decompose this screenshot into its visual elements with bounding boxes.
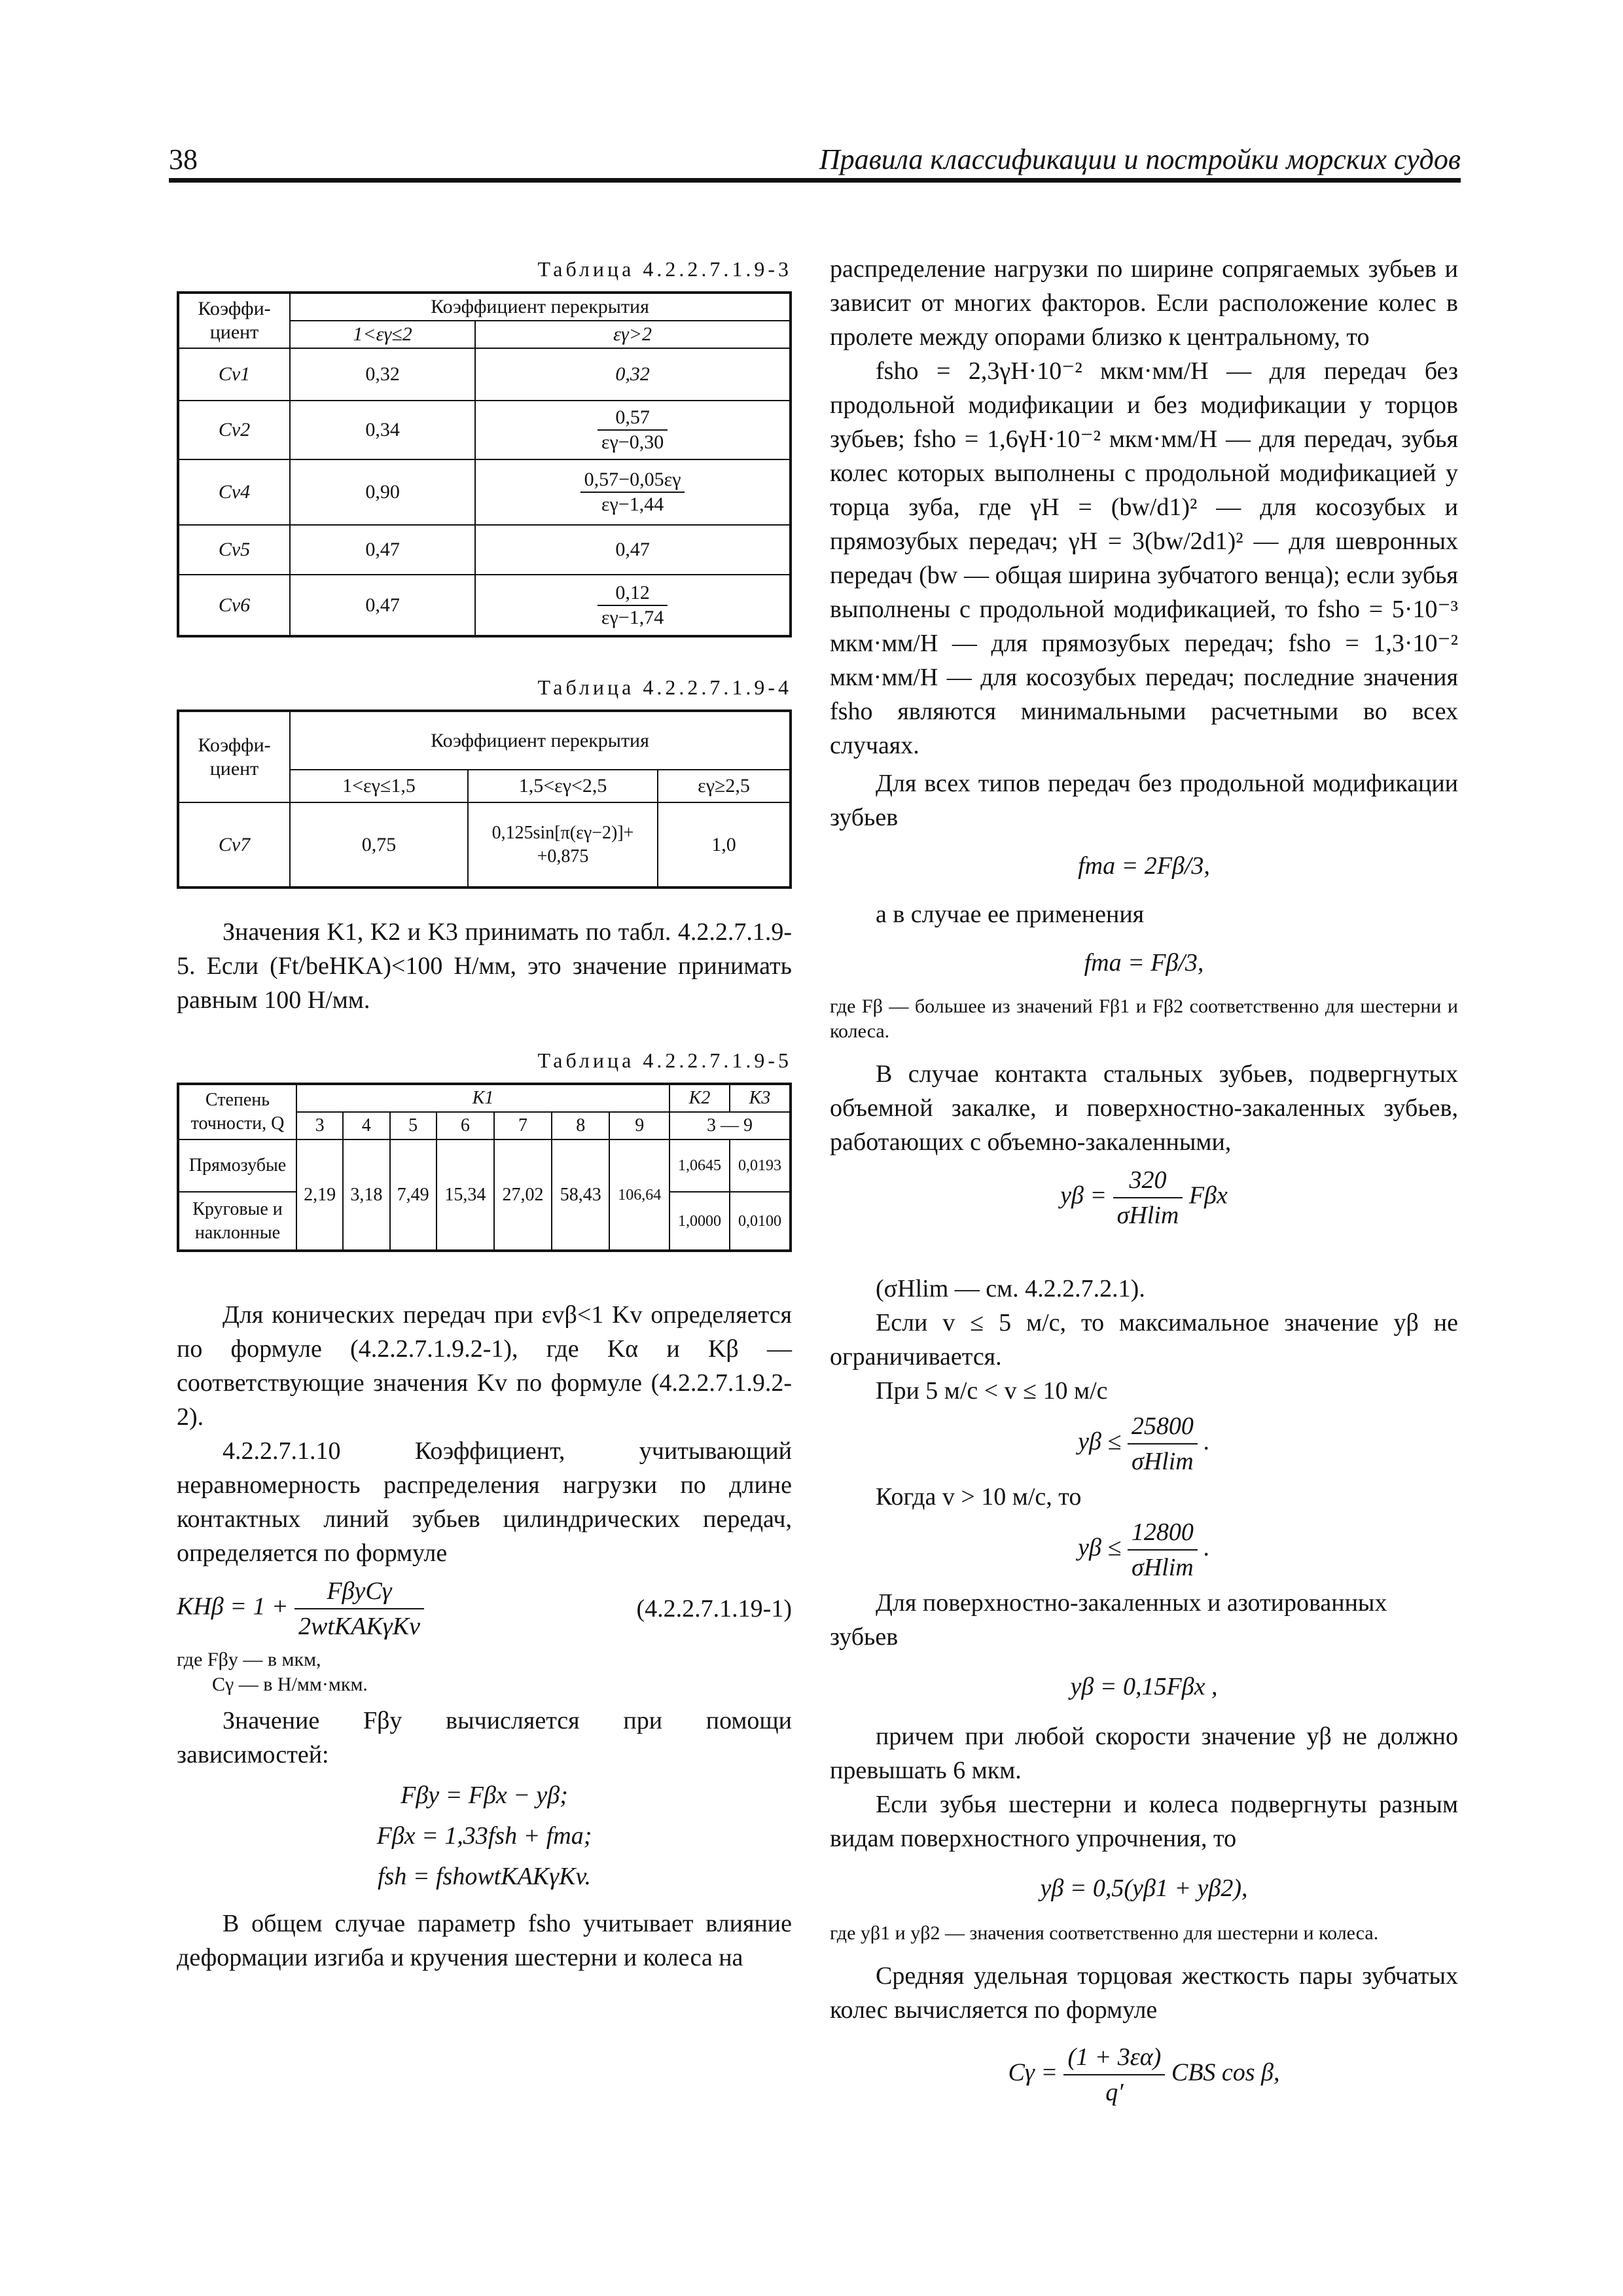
table-coefficients-1	[177, 291, 792, 637]
equation-lhs: KHβ = 1 +	[177, 1592, 289, 1621]
paragraph: Когда v > 10 м/с, то	[876, 1483, 1082, 1511]
table3-k1: 106,64	[609, 1139, 669, 1251]
table3-k3: 0,0100	[730, 1192, 791, 1251]
table3-k1: 3,18	[343, 1139, 389, 1251]
table3-k1: 27,02	[494, 1139, 552, 1251]
formula-y2: yβ ≤ $\frac{25800}{\sigma Hlim}$ .	[830, 1409, 1458, 1479]
table1-cell: 0,34	[290, 401, 475, 459]
table1-cell: 0,90	[290, 459, 475, 525]
table1-range2: εγ>2	[475, 321, 791, 348]
table3-grade: 8	[552, 1112, 609, 1139]
table2-cell: 0,75	[290, 802, 468, 888]
table1-frac-num: 0,12	[597, 581, 668, 606]
table1-cell: 0,32	[290, 348, 475, 401]
paragraph: Средняя удельная торцовая жесткость пары зубчатых колес вычисляется по формуле	[830, 1962, 1458, 2024]
table3-grade: 5	[390, 1112, 437, 1139]
table1-row-name: Cv5	[178, 525, 290, 575]
table3-row-name: Прямозубые	[178, 1139, 296, 1192]
paragraph: Для всех типов передач без продольной модификации зубьев	[830, 770, 1458, 831]
formula-rhs: CBS cos β,	[1171, 2058, 1280, 2087]
where-line: Cγ — в Н/мм·мкм.	[212, 1674, 368, 1695]
paragraph: Если зубья шестерни и колеса подвергнуты разным видам поверхностного упрочнения, то	[830, 1791, 1458, 1852]
table3-grade: 7	[494, 1112, 552, 1139]
table2-cell: 1,0	[658, 802, 791, 888]
table1-row-name: Cv2	[178, 401, 290, 459]
formula-num: 12800	[1128, 1515, 1198, 1551]
formula-den: q′	[1105, 2079, 1124, 2106]
paragraph: а в случае ее применения	[876, 901, 1145, 928]
table1-cell	[475, 575, 791, 636]
table1-cell: 0,47	[475, 525, 791, 575]
formula-num: (1 + 3εα)	[1063, 2040, 1165, 2075]
table1-frac-den: εγ−0,30	[601, 431, 664, 453]
paragraph: распределение нагрузки по ширине сопрягаемых зубьев и зависит от многих факторов. Если расположение колес в пролете между опорами близко к центральному, то	[830, 255, 1458, 351]
equation-den: 2wtKAKγKv	[298, 1613, 420, 1640]
formula: fma = 2Fβ/3,	[1078, 852, 1210, 880]
table1-row-name: Cv1	[178, 348, 290, 401]
paragraph: Значение Fβy вычисляется при помощи зависимостей:	[177, 1707, 792, 1768]
formula: fsh = fshowtKAKγKv.	[377, 1863, 591, 1890]
where-line: где Fβy — в мкм,	[177, 1649, 321, 1670]
equation-khb	[177, 1574, 792, 1643]
formula: fma = Fβ/3,	[1084, 949, 1204, 977]
formula-lhs: yβ ≤	[1078, 1534, 1122, 1562]
table3-k1: 58,43	[552, 1139, 609, 1251]
paragraph: В случае контакта стальных зубьев, подвергнутых объемной закалке, и поверхностно-закаленных зубьев, работающих с объемно-закаленными,	[830, 1060, 1458, 1156]
table2-row-name: Cv7	[178, 802, 290, 888]
paragraph: При 5 м/с < v ≤ 10 м/с	[876, 1377, 1108, 1405]
where-note	[177, 1647, 792, 1697]
paragraph: В общем случае параметр fsho учитывает влияние деформации изгиба и кручения шестерни и колеса на	[177, 1910, 792, 1971]
table3-k3: 0,0193	[730, 1139, 791, 1192]
table1-cell: 0,47	[290, 525, 475, 575]
paragraph: Если v ≤ 5 м/с, то максимальное значение yβ не ограничивается.	[830, 1309, 1458, 1371]
table3-k2: 1,0000	[669, 1192, 730, 1251]
table1-caption: Таблица 4.2.2.7.1.9-3	[537, 257, 792, 281]
table2-cell: 0,125sin[π(εγ−2)]+ +0,875	[468, 802, 658, 888]
table1-cell: 0,47	[290, 575, 475, 636]
paragraph: Значения K1, K2 и K3 принимать по табл. 4.2.2.7.1.9-5. Если (Ft/beHKA)<100 Н/мм, это значение принимать равным 100 Н/мм.	[177, 918, 792, 1014]
formula-den: σHlim	[1131, 1448, 1194, 1475]
table2-range: εγ≥2,5	[658, 770, 791, 802]
table3-k1: 2,19	[296, 1139, 343, 1251]
paragraph: fsho = 2,3γH·10⁻² мкм·мм/Н — для передач без продольной модификации и без модификации у торцов зубьев; fsho = 1,6γH·10⁻² мкм·мм/Н — для передач, зубья колес которых выполнены с продольной модификацией у торца зуба, где γH = (bw/d1)² — для косозубых и прямозубых передач; γH = 3(bw/2d1)² — для шевронных передач (bw — общая ширина зубчатого венца); если зубья выполнены с продольной модификацией, то fsho = 5·10⁻³ мкм·мм/Н — для прямозубых передач; fsho = 1,3·10⁻² мкм·мм/Н — для косозубых передач; последние значения fsho являются минимальными расчетными во всех случаях.	[830, 357, 1458, 759]
table2-caption: Таблица 4.2.2.7.1.9-4	[537, 675, 792, 699]
formula: yβ = 0,5(yβ1 + yβ2),	[1040, 1874, 1248, 1902]
paragraph: Для поверхностно-закаленных и азотированных зубьев	[830, 1589, 1387, 1651]
table2-range: 1<εγ≤1,5	[290, 770, 468, 802]
equation-num: FβyCγ	[294, 1574, 424, 1609]
formula-num: 25800	[1128, 1409, 1198, 1444]
table-coefficients-2	[177, 709, 792, 889]
right-column	[830, 252, 1458, 2123]
formula: yβ = 0,15Fβx ,	[1070, 1673, 1218, 1700]
table3-head-degree: Степень точности, Q	[178, 1084, 296, 1139]
formula-y	[830, 1163, 1458, 1232]
formula-y3: yβ ≤ $\frac{12800}{\sigma Hlim}$ .	[830, 1515, 1458, 1585]
table3-k1: 15,34	[437, 1139, 494, 1251]
table2-head-coef: Коэффи-циент	[178, 711, 290, 802]
formula: Fβy = Fβx − yβ;	[401, 1782, 568, 1809]
table3-row-name: Круговые и наклонные	[178, 1192, 296, 1251]
formula-rhs: Fβx	[1188, 1181, 1228, 1210]
table2-head-overlap: Коэффициент перекрытия	[290, 711, 791, 770]
table1-frac-num: 0,57	[597, 406, 668, 431]
table1-frac-num: 0,57−0,05εγ	[580, 468, 685, 493]
table3-k2: 1,0645	[669, 1139, 730, 1192]
formula-num: 320	[1113, 1163, 1183, 1198]
table1-frac-den: εγ−1,44	[601, 493, 664, 515]
paragraph: 4.2.2.7.1.10 Коэффициент, учитывающий неравномерность распределения нагрузки по длине контактных линий зубьев цилиндрических передач, определяется по формуле	[177, 1437, 792, 1567]
left-column	[177, 252, 792, 1975]
table3-head-k3: K3	[730, 1084, 791, 1112]
table1-head-overlap: Коэффициент перекрытия	[290, 293, 791, 321]
note: где Fβ — большее из значений Fβ1 и Fβ2 соответственно для шестерни и колеса.	[830, 996, 1458, 1042]
table3-grade: 9	[609, 1112, 669, 1139]
table3-grade: 4	[343, 1112, 389, 1139]
table1-frac-den: εγ−1,74	[601, 606, 664, 628]
table1-row-name: Cv4	[178, 459, 290, 525]
table3-grade: 6	[437, 1112, 494, 1139]
table3-k1: 7,49	[390, 1139, 437, 1251]
formula-lhs: yβ ≤	[1078, 1427, 1122, 1456]
table1-cell	[475, 401, 791, 459]
table1-head-coef: Коэффи-циент	[178, 293, 290, 348]
note: где yβ1 и yβ2 — значения соответственно для шестерни и колеса.	[830, 1922, 1379, 1944]
formula-lhs: Cγ =	[1008, 2058, 1058, 2087]
formula-lhs: yβ =	[1060, 1181, 1107, 1210]
table3-head-k2: K2	[669, 1084, 730, 1112]
formula: Fβx = 1,33fsh + fma;	[376, 1822, 592, 1850]
table1-cell: 0,32	[475, 348, 791, 401]
paragraph: Для конических передач при εvβ<1 Kv определяется по формуле (4.2.2.7.1.9.2-1), где Kα и Kβ — соответствующие значения Kv по формуле (4.2.2.7.1.9.2-2).	[177, 1301, 792, 1431]
paragraph: причем при любой скорости значение yβ не должно превышать 6 мкм.	[830, 1723, 1458, 1784]
table3-head-k1: K1	[296, 1084, 669, 1112]
table1-range1: 1<εγ≤2	[290, 321, 475, 348]
table3-caption: Таблица 4.2.2.7.1.9-5	[537, 1049, 792, 1072]
table3-grade: 3	[296, 1112, 343, 1139]
header-rule	[169, 178, 1461, 183]
table1-row-name: Cv6	[178, 575, 290, 636]
paragraph: (σHlim — см. 4.2.2.7.2.1).	[876, 1275, 1145, 1302]
table2-range: 1,5<εγ<2,5	[468, 770, 658, 802]
formula-den: σHlim	[1116, 1202, 1179, 1229]
equation-number: (4.2.2.7.1.19-1)	[636, 1595, 792, 1623]
table-k-factors	[177, 1083, 792, 1252]
formula-c-gamma	[830, 2040, 1458, 2109]
formula-den: σHlim	[1131, 1554, 1194, 1581]
table1-cell	[475, 459, 791, 525]
table3-grades-k: 3 — 9	[669, 1112, 791, 1139]
page-number: 38	[169, 143, 198, 175]
running-head: Правила классификации и постройки морских судов	[819, 143, 1461, 175]
